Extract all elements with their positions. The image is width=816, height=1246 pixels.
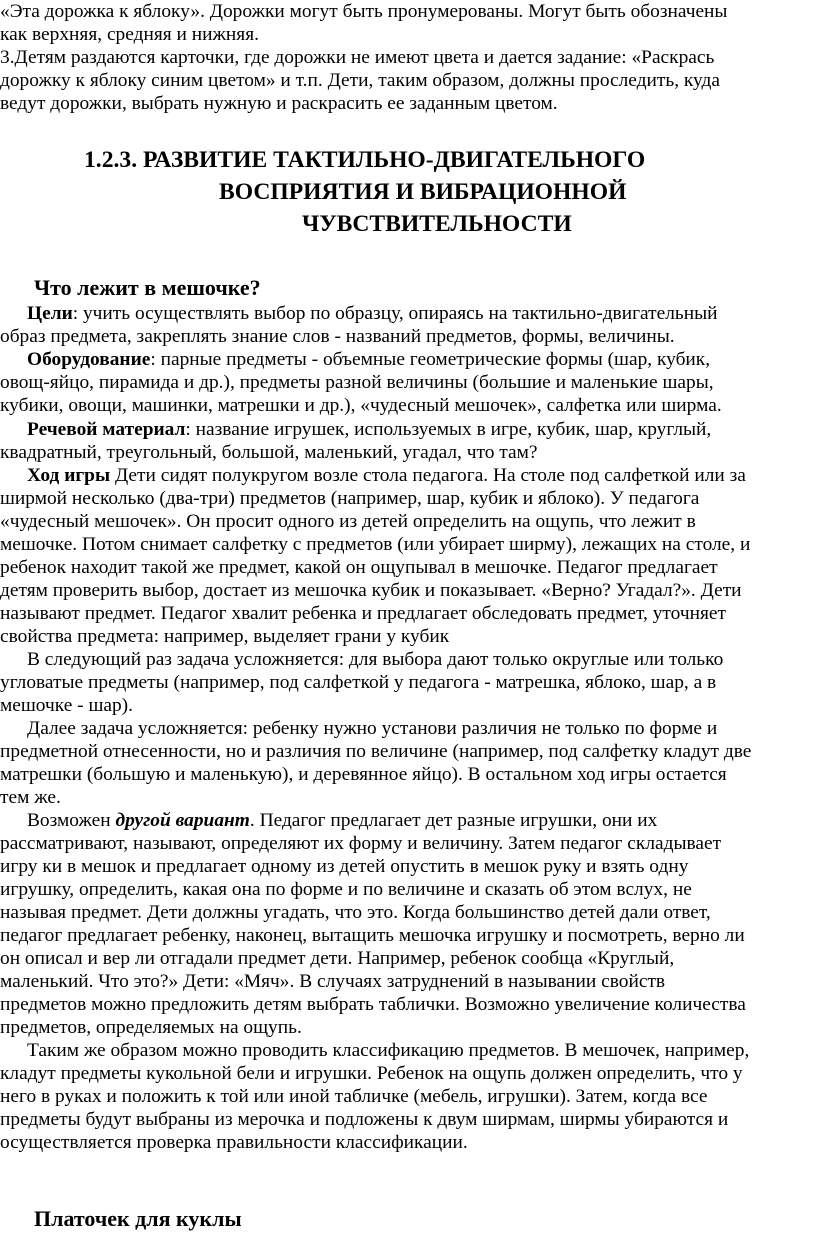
game2-title: Платочек для куклы xyxy=(34,1206,242,1231)
game-title: Что лежит в мешочке? xyxy=(34,275,261,300)
section-heading-line-2: ВОСПРИЯТИЯ И ВИБРАЦИОННОЙ xyxy=(219,179,627,205)
equipment-label: Оборудование xyxy=(27,349,151,370)
intro-line-2: как верхняя, средняя и нижняя. xyxy=(0,24,259,45)
variant-emphasis: другой вариант xyxy=(115,810,250,831)
course-paragraph-line-6: детям проверить выбор, достает из мешочка кубик и показывает. «Верно? Угадал?». Дети xyxy=(0,580,742,601)
intro-line-5: ведут дорожки, выбрать нужную и раскрасить ее заданным цветом. xyxy=(0,93,558,114)
variant-paragraph-line-1: Возможен другой вариант. Педагог предлагает дет разные игрушки, они их xyxy=(27,810,658,831)
further-paragraph-line-3: матрешки (большую и маленькую), и деревянное яйцо). В остальном ход игры остается xyxy=(0,764,727,785)
classification-paragraph-line-2: кладут предметы кукольной бели и игрушки. Ребенок на ощупь должен определить, что у xyxy=(0,1063,743,1084)
course-paragraph-line-7: называют предмет. Педагог хвалит ребенка и предлагает обследовать предмет, уточняет xyxy=(0,603,726,624)
section-heading-line-3: ЧУВСТВИТЕЛЬНОСТИ xyxy=(302,211,572,237)
section-heading-line-1: 1.2.3. РАЗВИТИЕ ТАКТИЛЬНО-ДВИГАТЕЛЬНОГО xyxy=(84,147,646,173)
course-label: Ход игры xyxy=(27,465,111,486)
next-paragraph-line-1: В следующий раз задача усложняется: для выбора дают только округлые или только xyxy=(27,649,724,670)
course-paragraph-line-5: ребенок находит такой же предмет, какой он ощупывал в мешочке. Педагог предлагает xyxy=(0,557,718,578)
course-paragraph-line-1: Ход игры Дети сидят полукругом возле стола педагога. На столе под салфеткой или за xyxy=(27,465,746,486)
further-paragraph-line-4: тем же. xyxy=(0,787,61,808)
variant-paragraph-line-3: игру ки в мешок и предлагает одному из детей опустить в мешок руку и взять одну xyxy=(0,856,689,877)
speech-paragraph-line-1: Речевой материал: название игрушек, используемых в игре, кубик, шар, круглый, xyxy=(27,419,712,440)
course-paragraph-line-3: «чудесный мешочек». Он просит одного из детей определить на ощупь, что лежит в xyxy=(0,511,696,532)
next-paragraph-line-3: мешочке - шар). xyxy=(0,695,133,716)
speech-paragraph-line-2: квадратный, треугольный, большой, маленький, угадал, что там? xyxy=(0,442,538,463)
intro-line-3: 3.Детям раздаются карточки, где дорожки не имеют цвета и дается задание: «Раскрась xyxy=(0,47,715,68)
course-paragraph-line-2: ширмой несколько (два-три) предметов (например, шар, кубик и яблоко). У педагога xyxy=(0,488,700,509)
course-paragraph-line-8: свойства предмета: например, выделяет грани у кубик xyxy=(0,626,450,647)
speech-label: Речевой материал xyxy=(27,419,186,440)
equipment-paragraph-line-1: Оборудование: парные предметы - объемные геометрические формы (шар, кубик, xyxy=(27,349,711,370)
variant-paragraph-line-5: называя предмет. Дети должны угадать, что это. Когда большинство детей дали ответ, xyxy=(0,902,711,923)
variant-paragraph-line-10: предметов, определяемых на ощупь. xyxy=(0,1017,302,1038)
classification-paragraph-line-4: предметы будут выбраны из мерочка и подложены к двум ширмам, ширмы убираются и xyxy=(0,1109,729,1130)
classification-paragraph-line-5: осуществляется проверка правильности классификации. xyxy=(0,1132,468,1153)
classification-paragraph-line-3: него в руках и положить к той или иной табличке (мебель, игрушки). Затем, когда все xyxy=(0,1086,708,1107)
variant-paragraph-line-6: педагог предлагает ребенку, наконец, вытащить мешочка игрушку и посмотреть, верно ли xyxy=(0,925,745,946)
classification-paragraph-line-1: Таким же образом можно проводить классификацию предметов. В мешочек, например, xyxy=(27,1040,750,1061)
course-paragraph-line-4: мешочке. Потом снимает салфетку с предметов (или убирает ширму), лежащих на столе, и xyxy=(0,534,751,555)
variant-paragraph-line-8: маленький. Что это?» Дети: «Мяч». В случаях затруднений в назывании свойств xyxy=(0,971,666,992)
intro-line-1: «Эта дорожка к яблоку». Дорожки могут быть пронумерованы. Могут быть обозначены xyxy=(0,1,728,22)
equipment-paragraph-line-2: овощ-яйцо, пирамида и др.), предметы разной величины (большие и маленькие шары, xyxy=(0,372,714,393)
goals-label: Цели xyxy=(27,303,73,324)
variant-paragraph-line-4: игрушку, определить, какая она по форме и по величине и сказать об этом вслух, не xyxy=(0,879,692,900)
intro-line-4: дорожку к яблоку синим цветом» и т.п. Дети, таким образом, должны проследить, куда xyxy=(0,70,720,91)
goals-paragraph-line-1: Цели: учить осуществлять выбор по образцу, опираясь на тактильно-двигательный xyxy=(27,303,718,324)
equipment-paragraph-line-3: кубики, овощи, машинки, матрешки и др.), «чудесный мешочек», салфетка или ширма. xyxy=(0,395,722,416)
goals-paragraph-line-2: образ предмета, закреплять знание слов - названий предметов, формы, величины. xyxy=(0,326,675,347)
variant-paragraph-line-9: предметов можно предложить детям выбрать таблички. Возможно увеличение количества xyxy=(0,994,746,1015)
variant-paragraph-line-2: рассматривают, называют, определяют их форму и величину. Затем педагог складывает xyxy=(0,833,722,854)
next-paragraph-line-2: угловатые предметы (например, под салфеткой у педагога - матрешка, яблоко, шар, а в xyxy=(0,672,717,693)
further-paragraph-line-1: Далее задача усложняется: ребенку нужно установи различия не только по форме и xyxy=(27,718,718,739)
further-paragraph-line-2: предметной отнесенности, но и различия по величине (например, под салфетку кладут две xyxy=(0,741,752,762)
variant-paragraph-line-7: он описал и вер ли отгадали предмет дети. Например, ребенок сообща «Круглый, xyxy=(0,948,675,969)
